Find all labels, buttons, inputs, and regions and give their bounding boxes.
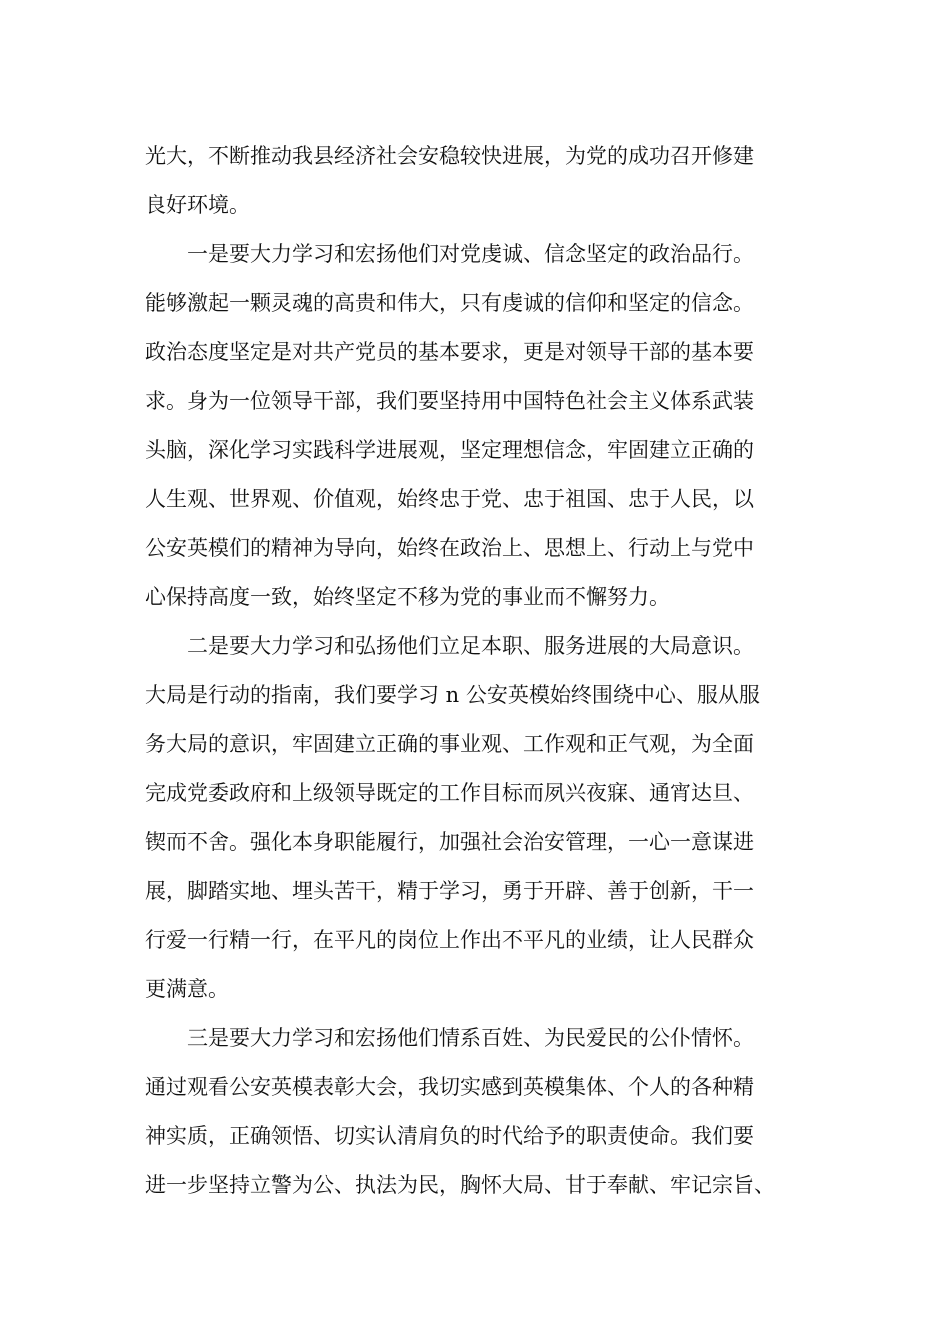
paragraph-1: 光大，不断推动我县经济社会安稳较快进展，为党的成功召开修建 良好环境。 xyxy=(145,144,754,217)
document-body xyxy=(145,132,815,1210)
paragraph-3: 二是要大力学习和弘扬他们立足本职、服务进展的大局意识。 大局是行动的指南，我们要学习 n 公安英模始终围绕中心、服从服 务大局的意识，牢固建立正确的事业观、工作观和正气观，为全面 完成党委政府和上级领导既定的工作目标而夙兴夜寐、通宵达旦、 锲而不舍。强化本身职能履行，加强社会治安管理，一心一意谋进 展，脚踏实地、埋头苦干，精于学习，勇于开辟、善于创新，干一 行爱一行精一行，在平凡的岗位上作出不平凡的业绩，让人民群众 更满意。 xyxy=(145,634,760,1001)
paragraph-4: 三是要大力学习和宏扬他们情系百姓、为民爱民的公仆情怀。 通过观看公安英模表彰大会，我切实感到英模集体、个人的各种精 神实质，正确领悟、切实认清肩负的时代给予的职责使命。我们要 进一步坚持立警为公、执法为民，胸怀大局、甘于奉献、牢记宗旨、 xyxy=(145,1026,775,1197)
paragraph-2: 一是要大力学习和宏扬他们对党虔诚、信念坚定的政治品行。 能够激起一颗灵魂的高贵和伟大，只有虔诚的信仰和坚定的信念。 政治态度坚定是对共产党员的基本要求，更是对领导干部的基本要 求。身为一位领导干部，我们要坚持用中国特色社会主义体系武装 头脑，深化学习实践科学进展观，坚定理想信念，牢固建立正确的 人生观、世界观、价值观，始终忠于党、忠于祖国、忠于人民，以 公安英模们的精神为导向，始终在政治上、思想上、行动上与党中 心保持高度一致，始终坚定不移为党的事业而不懈努力。 xyxy=(145,242,754,609)
